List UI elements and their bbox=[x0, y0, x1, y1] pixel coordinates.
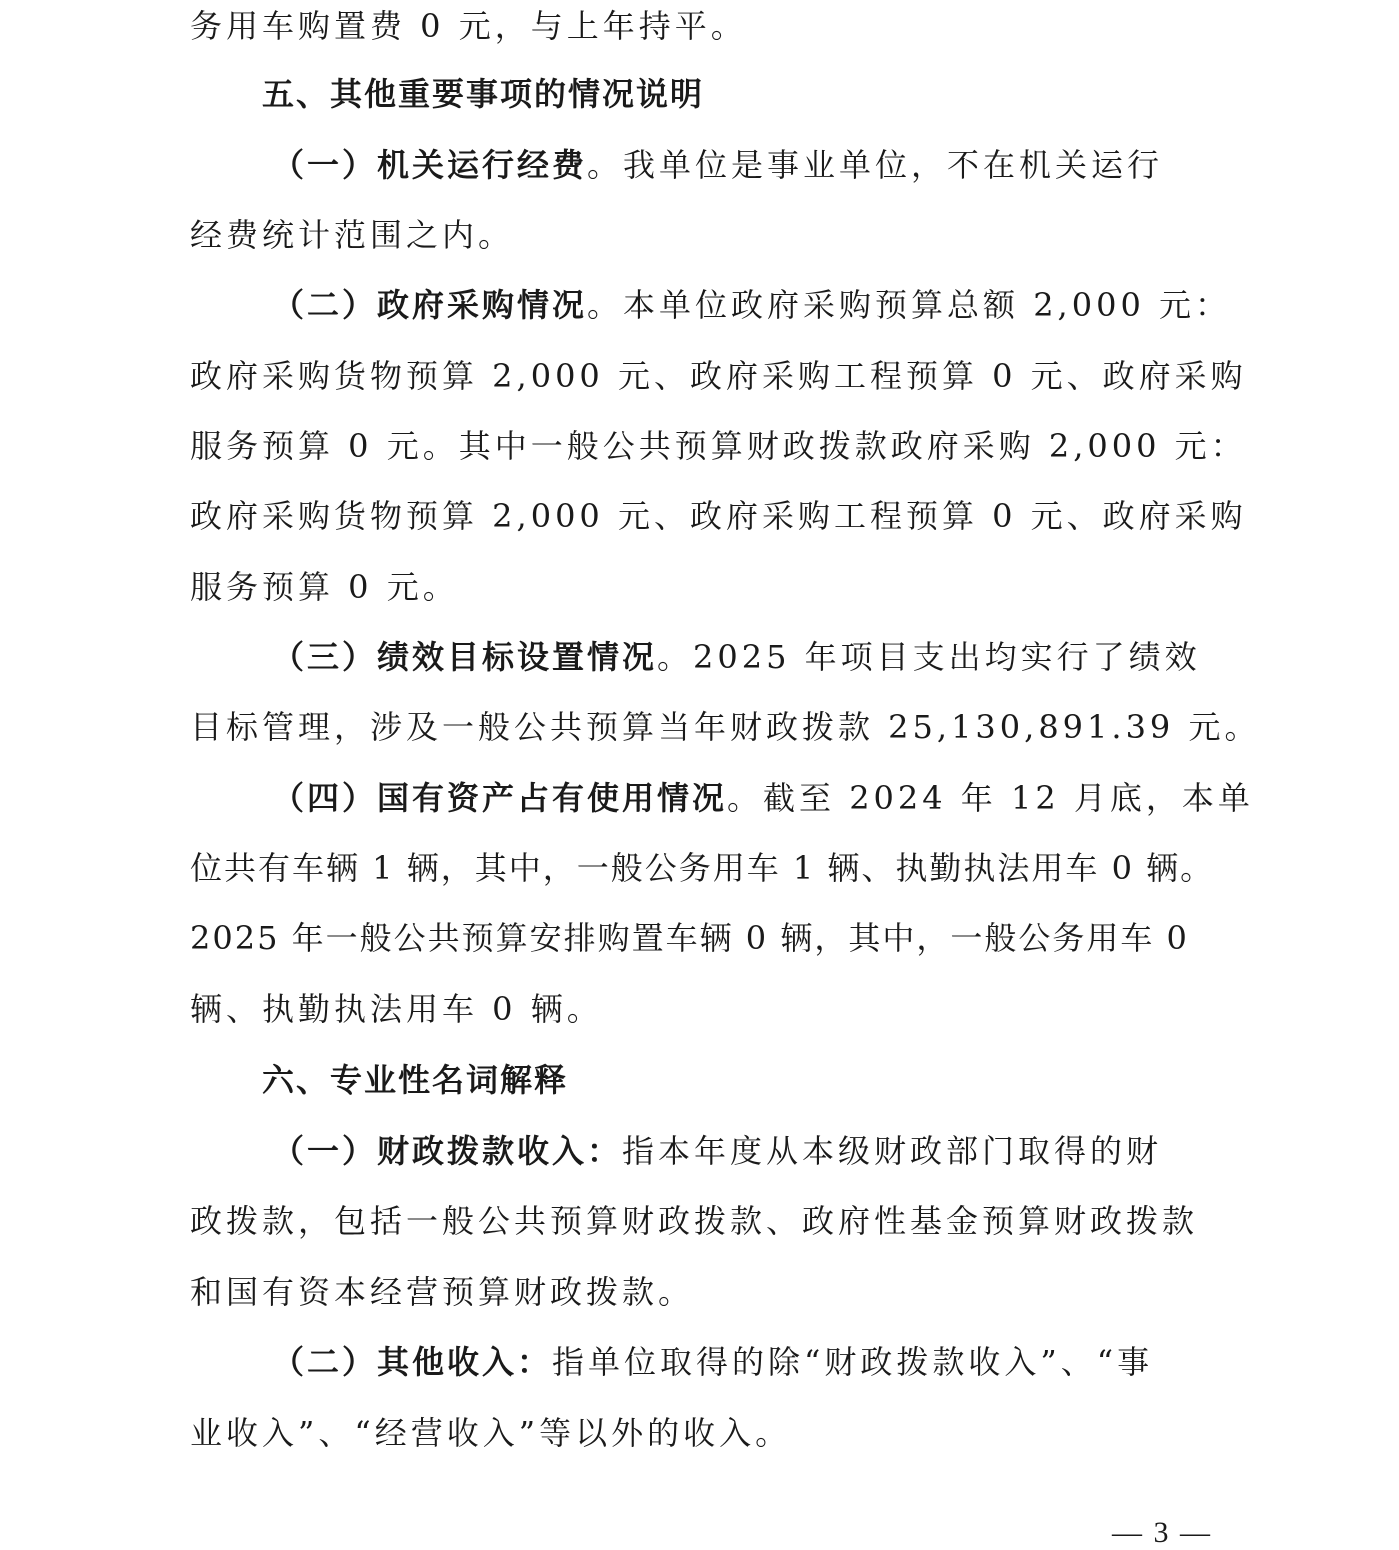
paragraph-line bbox=[272, 1342, 1153, 1382]
paragraph-line: 位共有车辆 1 辆，其中，一般公务用车 1 辆、执勤执法用车 0 辆。 bbox=[190, 849, 1215, 887]
paragraph-line: 目标管理，涉及一般公共预算当年财政拨款 25,130,891.39 元。 bbox=[190, 708, 1261, 746]
item-title: （一）机关运行经费 bbox=[272, 146, 588, 184]
paragraph-line: 辆、执勤执法用车 0 辆。 bbox=[190, 990, 603, 1028]
paragraph-line: 政拨款，包括一般公共预算财政拨款、政府性基金预算财政拨款 bbox=[190, 1202, 1199, 1240]
paragraph-line: 政府采购货物预算 2,000 元、政府采购工程预算 0 元、政府采购 bbox=[190, 357, 1247, 395]
paragraph-line bbox=[272, 778, 1254, 818]
page-number: — 3 — bbox=[1112, 1516, 1212, 1549]
paragraph-line: 服务预算 0 元。 bbox=[190, 568, 459, 606]
paragraph-line bbox=[272, 285, 1231, 325]
section-heading-five: 五、其他重要事项的情况说明 bbox=[262, 75, 705, 113]
paragraph-line: 务用车购置费 0 元，与上年持平。 bbox=[190, 7, 747, 45]
item-title: （一）财政拨款收入： bbox=[272, 1132, 623, 1170]
item-title: （四）国有资产占有使用情况 bbox=[272, 779, 728, 817]
paragraph-line: 2025 年一般公共预算安排购置车辆 0 辆，其中，一般公务用车 0 bbox=[190, 919, 1189, 957]
item-title: （三）绩效目标设置情况 bbox=[272, 638, 658, 676]
item-text: 指本年度从本级财政部门取得的财 bbox=[622, 1132, 1163, 1170]
item-text: 。截至 2024 年 12 月底，本单 bbox=[727, 779, 1254, 817]
section-heading-six: 六、专业性名词解释 bbox=[262, 1061, 569, 1099]
paragraph-line: 经费统计范围之内。 bbox=[190, 216, 515, 254]
paragraph-line: 政府采购货物预算 2,000 元、政府采购工程预算 0 元、政府采购 bbox=[190, 497, 1247, 535]
paragraph-line bbox=[272, 1131, 1162, 1171]
item-title: （二）其他收入： bbox=[272, 1343, 553, 1381]
item-title: （二）政府采购情况 bbox=[272, 286, 588, 324]
item-text: 指单位取得的除“财政拨款收入”、“事 bbox=[552, 1343, 1154, 1381]
paragraph-line: 和国有资本经营预算财政拨款。 bbox=[190, 1273, 695, 1311]
item-text: 。本单位政府采购预算总额 2,000 元： bbox=[587, 286, 1231, 324]
item-text: 。2025 年项目支出均实行了绩效 bbox=[657, 638, 1201, 676]
item-text: 。我单位是事业单位，不在机关运行 bbox=[587, 146, 1164, 184]
paragraph-line: 业收入”、“经营收入”等以外的收入。 bbox=[190, 1414, 792, 1452]
paragraph-line: 服务预算 0 元。其中一般公共预算财政拨款政府采购 2,000 元： bbox=[190, 427, 1247, 465]
paragraph-line bbox=[272, 145, 1163, 185]
paragraph-line bbox=[272, 637, 1201, 677]
